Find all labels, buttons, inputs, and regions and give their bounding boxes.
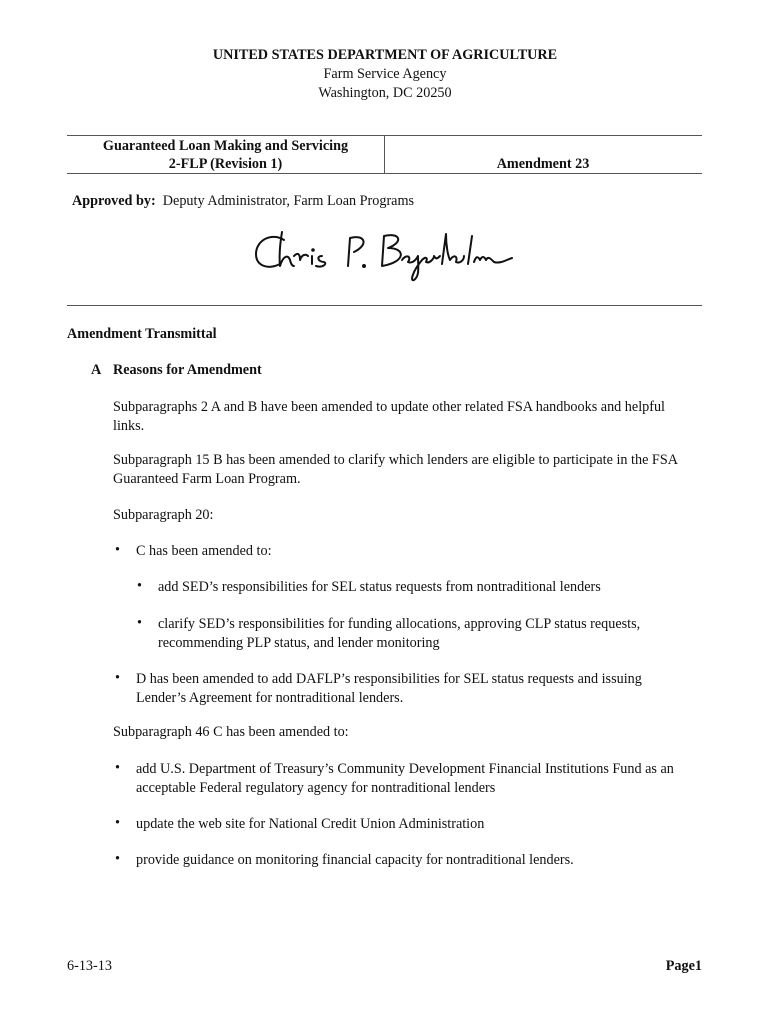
approver-title: Deputy Administrator, Farm Loan Programs <box>162 193 415 209</box>
approval-label: Approved by: <box>72 193 156 209</box>
amendment-number: Amendment 23 <box>496 156 590 172</box>
bullet-item: clarify SED’s responsibilities for funding allocations, approving CLP status requests, recommending PLP status, and lender monitoring <box>158 616 641 651</box>
bullet-item: add SED’s responsibilities for SEL status requests from nontraditional lenders <box>158 579 601 595</box>
paragraph-subpar-2: Subparagraphs 2 A and B have been amended to update other related FSA handbooks and helpful links. <box>113 399 665 434</box>
paragraph-subpar-15: Subparagraph 15 B has been amended to clarify which lenders are eligible to participate in the FSA Guaranteed Farm Loan Program. <box>113 452 678 487</box>
paragraph-subpar-46: Subparagraph 46 C has been amended to: <box>113 724 349 740</box>
agency-heading: UNITED STATES DEPARTMENT OF AGRICULTURE <box>212 47 558 63</box>
section-letter: A <box>91 362 102 378</box>
bullet-marker: • <box>137 615 142 631</box>
bullet-item: provide guidance on monitoring financial capacity for nontraditional lenders. <box>136 852 574 868</box>
bullet-item: D has been amended to add DAFLP’s responsibilities for SEL status requests and issuing Lender’s Agreement for nontraditional lenders. <box>136 671 642 706</box>
approval-rule <box>67 305 702 306</box>
bullet-marker: • <box>137 578 142 594</box>
agency-address: Washington, DC 20250 <box>318 85 452 101</box>
footer-date: 6-13-13 <box>67 958 112 974</box>
bullet-item: update the web site for National Credit Union Administration <box>136 816 485 832</box>
bullet-item: C has been amended to: <box>136 543 272 559</box>
bullet-marker: • <box>115 815 120 831</box>
footer-page: Page1 <box>665 958 702 974</box>
transmittal-heading: Amendment Transmittal <box>67 326 217 342</box>
bullet-item: add U.S. Department of Treasury’s Community Development Financial Institutions Fund as an acceptable Federal regulatory agency for nontraditional lenders <box>136 761 674 796</box>
handbook-number: 2-FLP (Revision 1) <box>168 156 283 172</box>
handbook-title: Guaranteed Loan Making and Servicing <box>102 138 349 154</box>
bullet-marker: • <box>115 851 120 867</box>
bullet-marker: • <box>115 760 120 776</box>
bullet-marker: • <box>115 542 120 558</box>
box-bottom-rule <box>67 173 702 174</box>
service-name: Farm Service Agency <box>323 66 447 82</box>
section-title: Reasons for Amendment <box>113 362 262 378</box>
signature-image <box>250 226 515 286</box>
paragraph-subpar-20: Subparagraph 20: <box>113 507 214 523</box>
bullet-marker: • <box>115 670 120 686</box>
approval-line <box>72 193 414 210</box>
